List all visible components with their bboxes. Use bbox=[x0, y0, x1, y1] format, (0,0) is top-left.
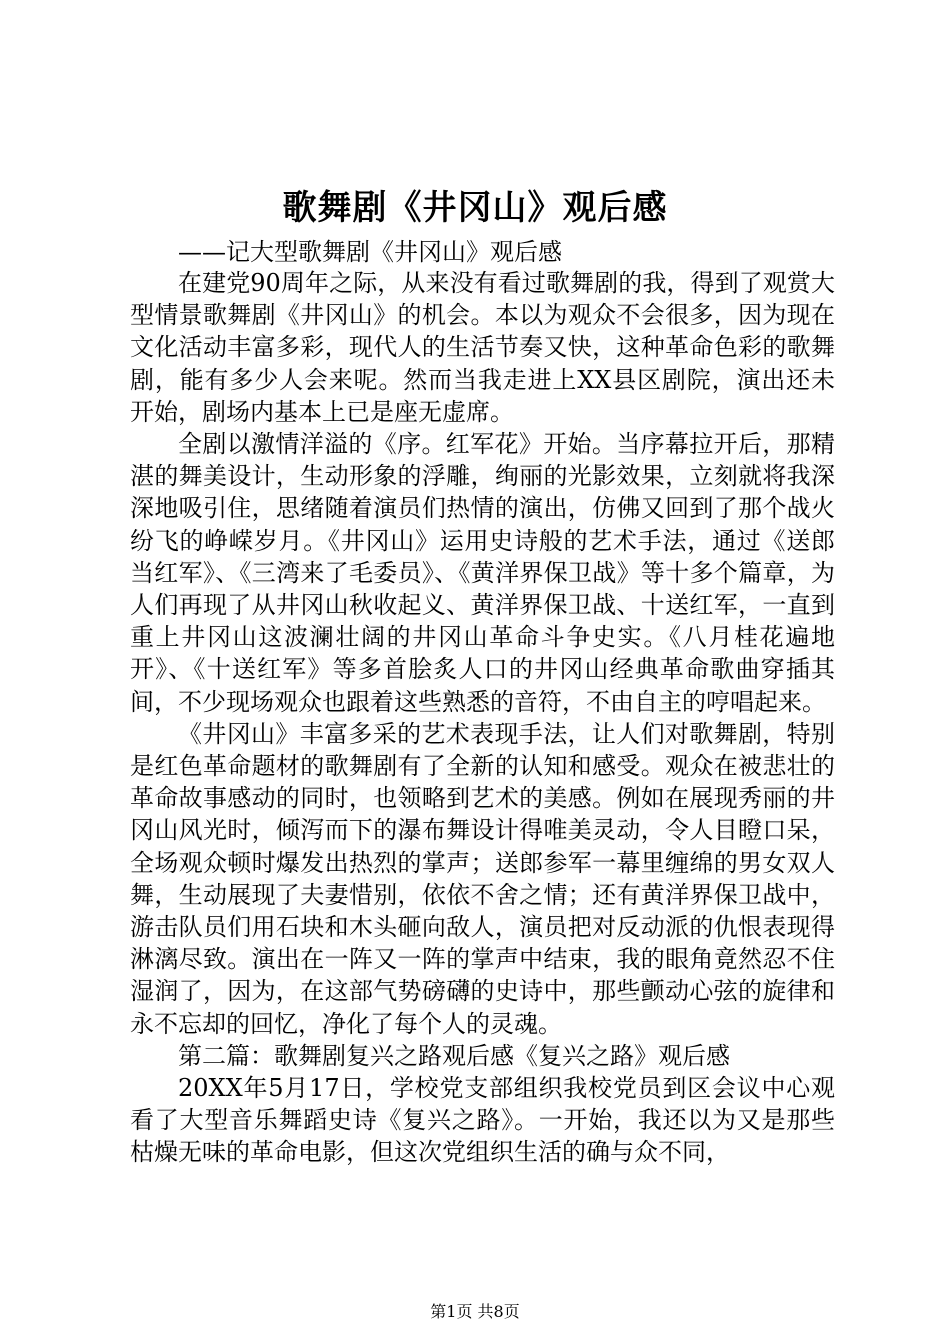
body-paragraph: 在建党90周年之际，从来没有看过歌舞剧的我，得到了观赏大型情景歌舞剧《井冈山》的机会。本以为观众不会很多，因为现在文化活动丰富多彩，现代人的生活节奏又快，这种革命色彩的歌舞剧，能有多少人会来呢。然而当我走进上XX县区剧院，演出还未开始，剧场内基本上已是座无虚席。 bbox=[130, 269, 835, 426]
body-paragraph: 《井冈山》丰富多采的艺术表现手法，让人们对歌舞剧，特别是红色革命题材的歌舞剧有了全新的认知和感受。观众在被悲壮的革命故事感动的同时，也领略到艺术的美感。例如在展现秀丽的井冈山风光时，倾泻而下的瀑布舞设计得唯美灵动，令人目瞪口呆，全场观众顿时爆发出热烈的掌声；送郎参军一幕里缠绵的男女双人舞，生动展现了夫妻惜别，依依不舍之情；还有黄洋界保卫战中，游击队员们用石块和木头砸向敌人，演员把对反动派的仇恨表现得淋漓尽致。演出在一阵又一阵的掌声中结束，我的眼角竟然忍不住湿润了，因为，在这部气势磅礴的史诗中，那些颤动心弦的旋律和永不忘却的回忆，净化了每个人的灵魂。 bbox=[130, 719, 835, 1038]
body-paragraph: 全剧以激情洋溢的《序。红军花》开始。当序幕拉开后，那精湛的舞美设计，生动形象的浮雕，绚丽的光影效果，立刻就将我深深地吸引住，思绪随着演员们热情的演出，仿佛又回到了那个战火纷飞的峥嵘岁月。《井冈山》运用史诗般的艺术手法，通过《送郎当红军》、《三湾来了毛委员》、《黄洋界保卫战》等十多个篇章，为人们再现了从井冈山秋收起义、黄洋界保卫战、十送红军，一直到重上井冈山这波澜壮阔的井冈山革命斗争史实。《八月桂花遍地开》、《十送红军》等多首脍炙人口的井冈山经典革命歌曲穿插其间，不少现场观众也跟着这些熟悉的音符，不由自主的哼唱起来。 bbox=[130, 430, 835, 716]
document-body bbox=[130, 267, 835, 1169]
body-paragraph: 20XX年5月17日，学校党支部组织我校党员到区会议中心观看了大型音乐舞蹈史诗《复兴之路》。一开始，我还以为又是那些枯燥无味的革命电影，但这次党组织生活的确与众不同， bbox=[130, 1074, 835, 1167]
document-subtitle: ——记大型歌舞剧《井冈山》观后感 bbox=[178, 238, 562, 266]
document-title: 歌舞剧《井冈山》观后感 bbox=[282, 188, 668, 228]
page-number-footer: 第1页 共8页 bbox=[430, 1302, 520, 1321]
section-heading: 第二篇：歌舞剧复兴之路观后感《复兴之路》观后感 bbox=[178, 1041, 730, 1070]
